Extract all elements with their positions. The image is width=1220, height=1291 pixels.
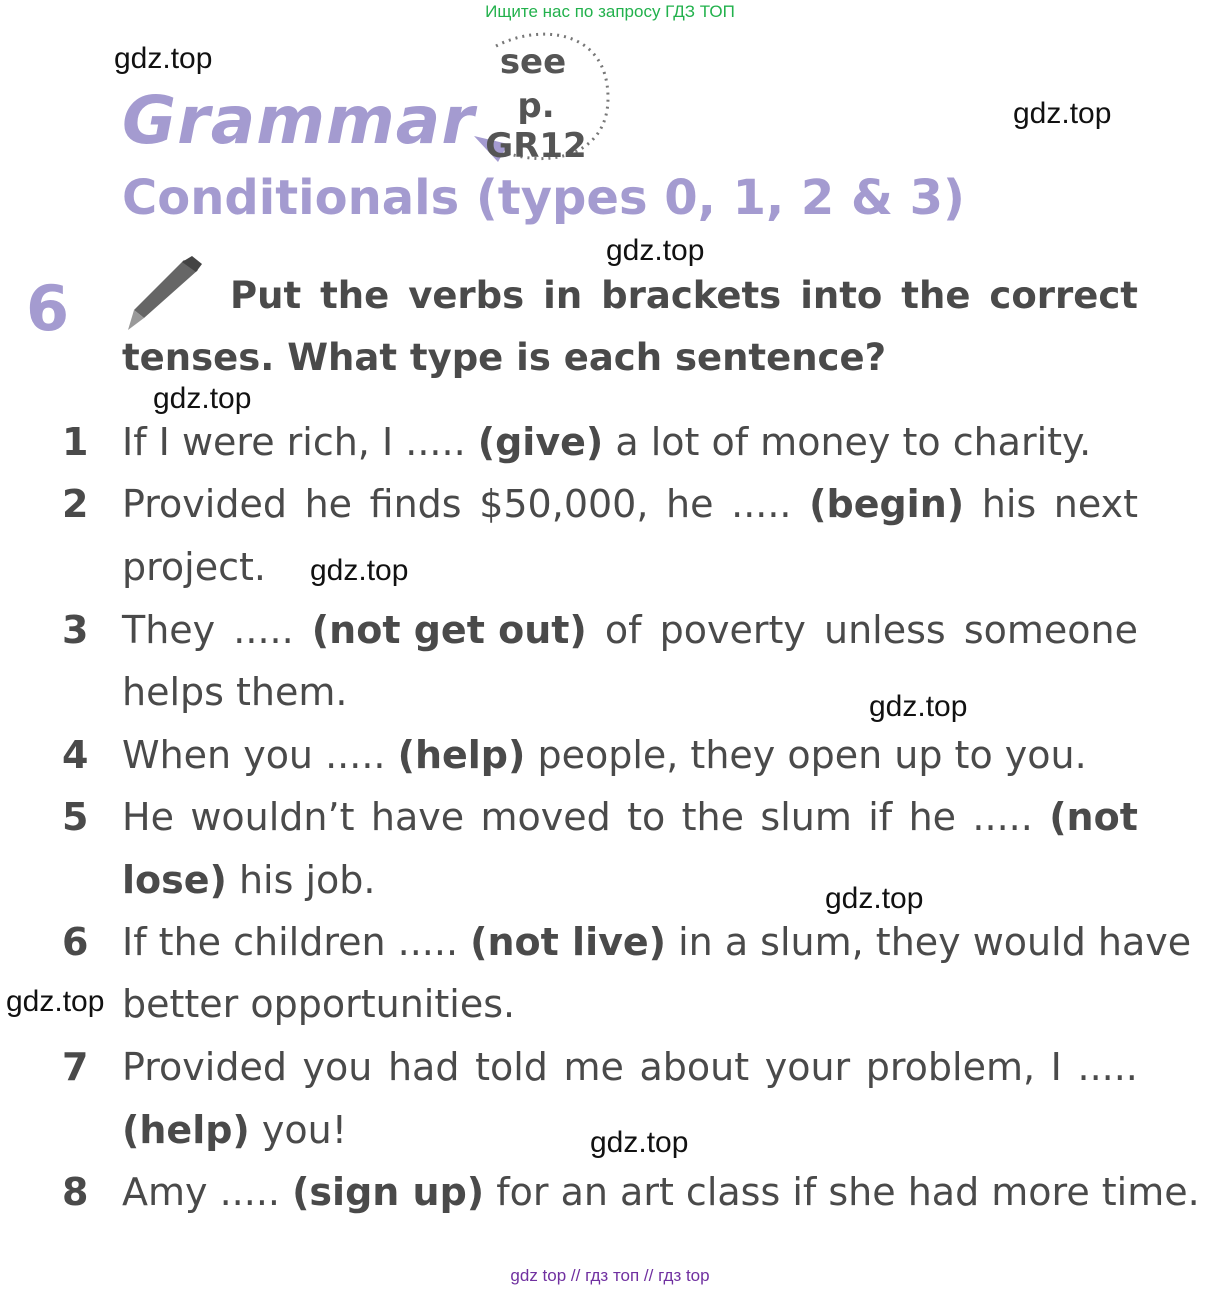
sentence-3-cont: helps them. <box>122 670 348 714</box>
section-subtitle: Conditionals (types 0, 1, 2 & 3) <box>122 170 965 226</box>
top-banner[interactable]: Ищите нас по запросу ГДЗ ТОП <box>485 2 735 21</box>
item-number: 5 <box>62 795 89 839</box>
watermark: gdz.top <box>114 42 213 75</box>
sentence-1: If I were rich, I ..... (give) a lot of money to charity. <box>122 420 1092 464</box>
sentence-5-cont: lose) his job. <box>122 858 376 902</box>
watermark: gdz.top <box>1013 97 1112 130</box>
exercise-number: 6 <box>26 272 70 345</box>
instruction-word: into <box>800 274 883 317</box>
footer-links[interactable]: gdz top // гдз топ // гдз top <box>510 1266 710 1285</box>
watermark: gdz.top <box>310 554 409 587</box>
sentence-7-cont: (help) you! <box>122 1108 347 1152</box>
instruction-word: brackets <box>601 274 782 317</box>
see-reference <box>468 28 618 168</box>
instruction-line-1 <box>230 274 1138 317</box>
instruction-word: in <box>543 274 583 317</box>
instruction-word: correct <box>989 274 1138 317</box>
item-number: 3 <box>62 608 89 652</box>
watermark: gdz.top <box>606 234 705 267</box>
sentence-7: Provided you had told me about your problem, I ..... <box>122 1045 1138 1089</box>
see-label: see <box>499 42 567 82</box>
instruction-line-2: tenses. What type is each sentence? <box>122 336 887 379</box>
sentence-5: He wouldn’t have moved to the slum if he ..... (not <box>122 795 1138 839</box>
sentence-4: When you ..... (help) people, they open up to you. <box>122 733 1087 777</box>
instruction-word: verbs <box>408 274 525 317</box>
item-number: 2 <box>62 482 89 526</box>
section-title: Grammar <box>122 82 475 159</box>
see-page: p. GR12 <box>485 86 587 166</box>
instruction-word: the <box>320 274 390 317</box>
instruction-word: Put <box>230 274 302 317</box>
sentence-6: If the children ..... (not live) in a slum, they would have <box>122 920 1192 964</box>
watermark: gdz.top <box>590 1126 689 1159</box>
item-number: 8 <box>62 1170 89 1214</box>
watermark: gdz.top <box>869 690 968 723</box>
item-number: 6 <box>62 920 89 964</box>
sentence-2-cont: project. <box>122 545 266 589</box>
item-number: 4 <box>62 733 89 777</box>
item-number: 7 <box>62 1045 89 1089</box>
pen-icon <box>122 252 207 337</box>
sentence-3: They ..... (not get out) of poverty unless someone <box>122 608 1138 652</box>
watermark: gdz.top <box>153 382 252 415</box>
sentence-8: Amy ..... (sign up) for an art class if she had more time. <box>122 1170 1200 1214</box>
sentence-2: Provided he finds $50,000, he ..... (begin) his next <box>122 482 1138 526</box>
instruction-word: the <box>901 274 971 317</box>
watermark: gdz.top <box>6 985 105 1018</box>
item-number: 1 <box>62 420 89 464</box>
watermark: gdz.top <box>825 882 924 915</box>
sentence-6-cont: better opportunities. <box>122 982 516 1026</box>
